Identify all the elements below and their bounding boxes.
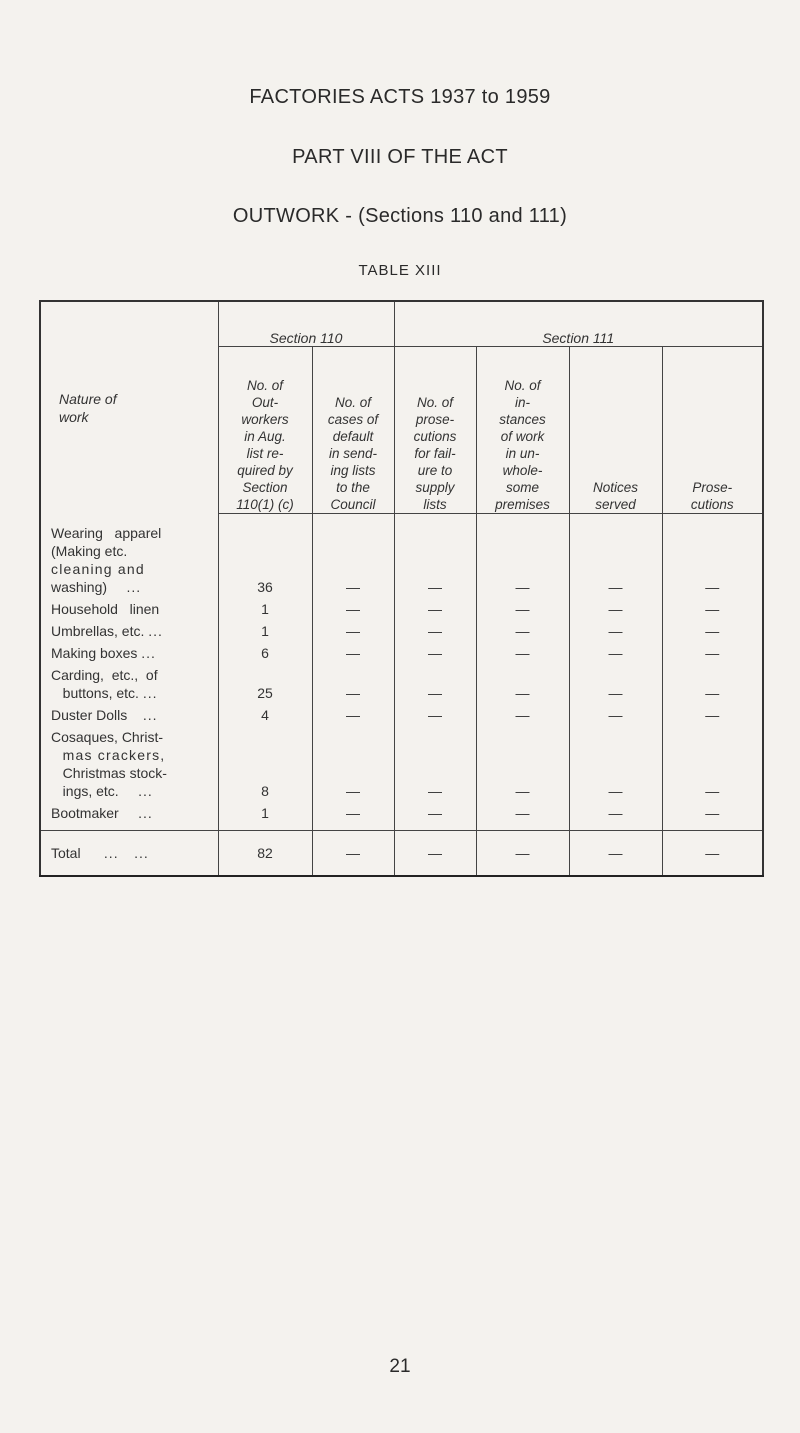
total-cell: — <box>312 830 394 876</box>
row-name: Duster Dolls ... <box>40 706 218 728</box>
cell: — <box>476 622 569 644</box>
cell: — <box>312 804 394 831</box>
page-number: 21 <box>389 1356 411 1377</box>
cell: — <box>312 666 394 706</box>
section-110-header: Section 110 <box>218 301 394 347</box>
col-notices-header: Notices served <box>569 347 662 514</box>
cell: — <box>476 644 569 666</box>
col-default-cases-header: No. of cases of default in send- ing lists to the Council <box>312 347 394 514</box>
cell: — <box>312 644 394 666</box>
col-outworkers-header: No. of Out- workers in Aug. list re- quired by Section 110(1) (c) <box>218 347 312 514</box>
cell: — <box>476 666 569 706</box>
row-name: Umbrellas, etc. ... <box>40 622 218 644</box>
total-label: Total ... ... <box>40 830 218 876</box>
cell: — <box>569 514 662 600</box>
table-row <box>40 514 763 600</box>
cell: — <box>569 600 662 622</box>
cell: — <box>569 706 662 728</box>
cell: 1 <box>218 622 312 644</box>
cell: — <box>476 600 569 622</box>
cell: — <box>569 644 662 666</box>
nature-of-work-header: Nature of work <box>40 301 218 514</box>
cell: — <box>662 804 763 831</box>
cell: — <box>394 706 476 728</box>
outwork-table <box>39 300 764 877</box>
cell: — <box>569 666 662 706</box>
table-row <box>40 666 763 706</box>
table-row <box>40 804 763 831</box>
total-cell: — <box>394 830 476 876</box>
cell: 8 <box>218 728 312 804</box>
cell: 36 <box>218 514 312 600</box>
table-row <box>40 644 763 666</box>
table-row <box>40 706 763 728</box>
cell: — <box>312 706 394 728</box>
col-unwholesome-header: No. of in- stances of work in un- whole- some premises <box>476 347 569 514</box>
row-name: Cosaques, Christ- mas crackers, Christmas stock- ings, etc. ... <box>40 728 218 804</box>
cell: — <box>476 728 569 804</box>
cell: — <box>394 514 476 600</box>
row-name: Household linen <box>40 600 218 622</box>
total-cell: — <box>662 830 763 876</box>
total-row <box>40 830 763 876</box>
cell: 6 <box>218 644 312 666</box>
cell: — <box>394 600 476 622</box>
col-prosecutions-header: Prose- cutions <box>662 347 763 514</box>
table-row <box>40 728 763 804</box>
cell: — <box>569 804 662 831</box>
table-label: TABLE XIII <box>358 262 442 279</box>
cell: — <box>394 728 476 804</box>
cell: — <box>569 728 662 804</box>
cell: — <box>662 622 763 644</box>
cell: — <box>394 666 476 706</box>
row-name: Making boxes ... <box>40 644 218 666</box>
cell: — <box>662 728 763 804</box>
row-name: Bootmaker ... <box>40 804 218 831</box>
cell: — <box>312 728 394 804</box>
table-row <box>40 600 763 622</box>
row-name: Carding, etc., of buttons, etc. ... <box>40 666 218 706</box>
document-title: FACTORIES ACTS 1937 to 1959 <box>249 86 551 108</box>
cell: — <box>394 644 476 666</box>
cell: 1 <box>218 600 312 622</box>
cell: — <box>662 514 763 600</box>
cell: — <box>476 706 569 728</box>
cell: — <box>662 666 763 706</box>
cell: 4 <box>218 706 312 728</box>
cell: — <box>662 600 763 622</box>
cell: — <box>662 706 763 728</box>
table-row <box>40 622 763 644</box>
cell: — <box>476 804 569 831</box>
total-cell: — <box>476 830 569 876</box>
cell: 1 <box>218 804 312 831</box>
cell: — <box>662 644 763 666</box>
col-prosecutions-lists-header: No. of prose- cutions for fail- ure to supply lists <box>394 347 476 514</box>
cell: — <box>476 514 569 600</box>
document-subtitle: PART VIII OF THE ACT <box>292 146 508 168</box>
cell: — <box>312 600 394 622</box>
total-cell: — <box>569 830 662 876</box>
cell: — <box>569 622 662 644</box>
cell: — <box>394 622 476 644</box>
row-name: Wearing apparel (Making etc. cleaning and washing) ... <box>40 514 218 600</box>
cell: 25 <box>218 666 312 706</box>
cell: — <box>394 804 476 831</box>
document-section-title: OUTWORK - (Sections 110 and 111) <box>232 205 568 227</box>
cell: — <box>312 514 394 600</box>
section-111-header: Section 111 <box>394 301 763 347</box>
cell: — <box>312 622 394 644</box>
total-cell: 82 <box>218 830 312 876</box>
